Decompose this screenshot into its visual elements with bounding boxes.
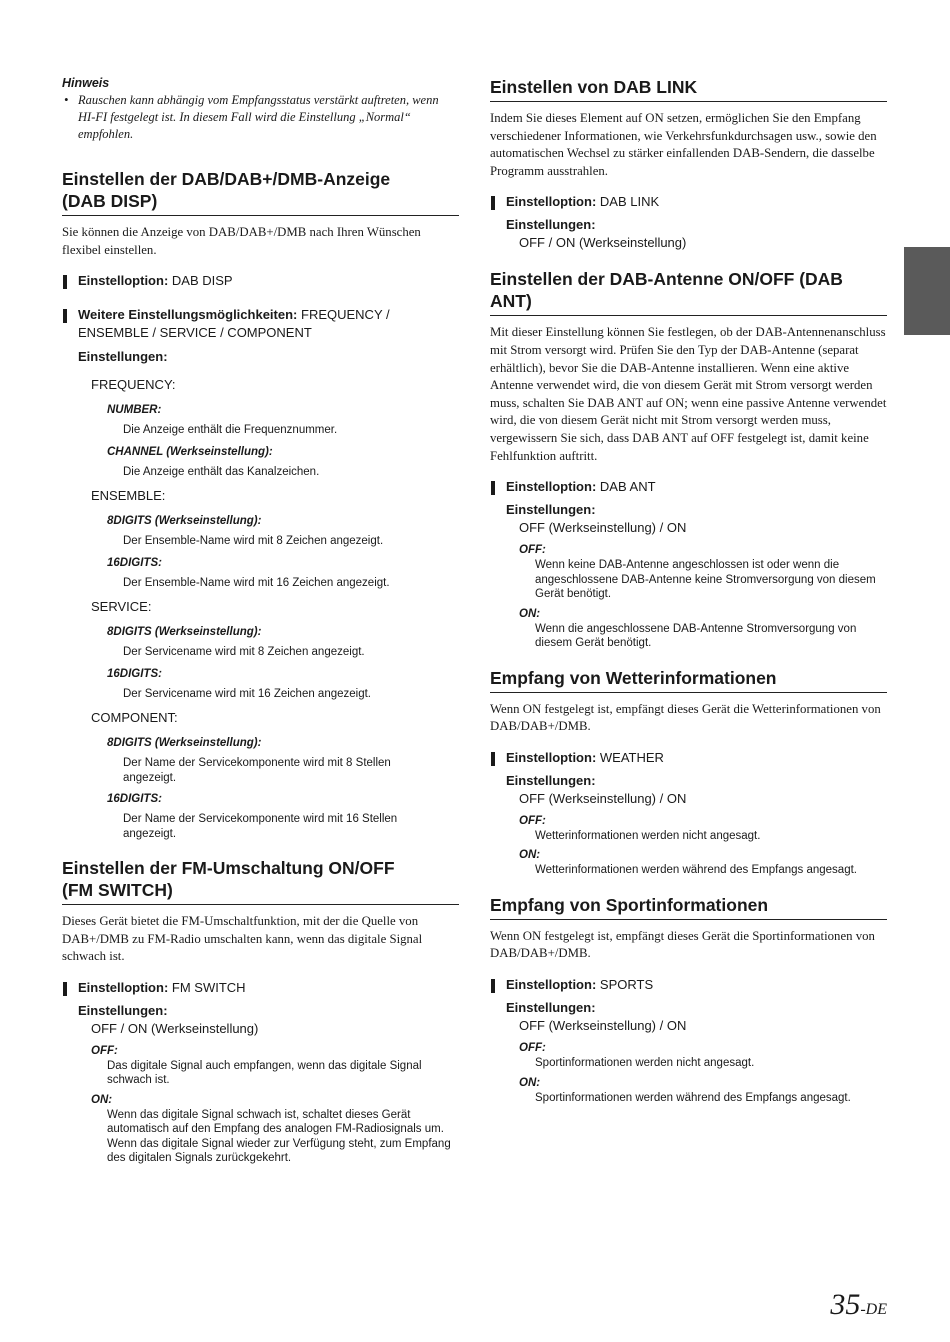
setting-desc: Die Anzeige enthält die Frequenznummer. [123, 424, 338, 437]
setting-name: 16DIGITS: [107, 667, 162, 680]
setting-name: NUMBER: [107, 404, 162, 417]
setting-desc: Das digitale Signal auch empfangen, wenn das digitale Signal schwach ist. [107, 1059, 422, 1087]
section-title-dab-ant: Einstellen der DAB-Antenne ON/OFF (DAB ANT) [490, 268, 887, 316]
setting-desc: Der Name der Servicekomponente wird mit 16 Stellen angezeigt. [123, 813, 398, 840]
setting-name: 16DIGITS: [107, 793, 162, 806]
setting-name: 16DIGITS: [107, 556, 162, 569]
bullet-icon: • [64, 93, 69, 107]
option-line [62, 272, 459, 290]
settings-label: Einstellungen: [506, 217, 596, 233]
setting-name: 8DIGITS (Werkseinstellung): [107, 626, 262, 639]
group-ensemble: ENSEMBLE: [91, 488, 166, 504]
setting-name: ON: [519, 607, 541, 620]
section-title-weather: Empfang von Wetterinformationen [490, 667, 887, 693]
option-value: DAB LINK [599, 194, 660, 210]
section-title-dab-link: Einstellen von DAB LINK [490, 76, 887, 102]
note-title: Hinweis [62, 76, 110, 90]
setting-desc: Wetterinformationen werden während des Empfangs angesagt. [535, 864, 857, 877]
option-bar-icon [63, 309, 67, 323]
option-label: Einstelloption: [506, 977, 597, 992]
settings-label: Einstellungen: [78, 349, 168, 365]
section-intro: Mit dieser Einstellung können Sie festlegen, ob der DAB-Antennenanschluss mit Strom versorgt wird. Prüfen Sie den Typ der DAB-Antenne (separat erhältlich), bevor Sie die DAB-Antenne installieren. Wenn eine aktive Antenne verwendet wird, die von diesem Gerät mit Strom versorgt werden muss, schalten Sie DAB ANT auf ON; wenn eine passive Antenne verwendet wird, die von diesem Gerät nicht mit Strom versorgt werden muss, vergewissern Sie sich, dass DAB ANT auf OFF festgelegt ist, damit keine Fehlfunktion auftritt. [490, 325, 887, 463]
settings-label: Einstellungen: [506, 502, 596, 518]
setting-name: OFF: [519, 544, 546, 557]
section-intro: Dieses Gerät bietet die FM-Umschaltfunktion, mit der die Quelle von DAB+/DMB zu FM-Radio umschalten kann, wenn das digitale Signal schwach ist. [62, 914, 423, 964]
setting-desc: Wetterinformationen werden nicht angesagt. [535, 829, 761, 842]
setting-name: CHANNEL (Werkseinstellung): [107, 445, 273, 458]
settings-values: OFF (Werkseinstellung) / ON [519, 520, 687, 536]
setting-desc: Der Ensemble-Name wird mit 8 Zeichen angezeigt. [123, 535, 384, 548]
option-label: Einstelloption: [506, 749, 597, 765]
option-bar-icon [491, 196, 495, 210]
left-column [62, 76, 459, 1166]
option-value: SPORTS [599, 977, 654, 992]
setting-desc: Der Servicename wird mit 16 Zeichen angezeigt. [123, 687, 372, 700]
note-text: Rauschen kann abhängig vom Empfangsstatus verstärkt auftreten, wenn HI-FI festgelegt ist. In diesem Fall wird die Einstellung „Normal“ empfohlen. [78, 93, 439, 141]
settings-label: Einstellungen: [506, 772, 596, 788]
option-line [490, 749, 887, 767]
option-line [490, 976, 887, 994]
section-intro: Wenn ON festgelegt ist, empfängt dieses Gerät die Wetterinformationen von DAB/DAB+/DMB. [490, 701, 881, 734]
setting-name: OFF: [519, 1042, 546, 1054]
settings-label: Einstellungen: [78, 1002, 168, 1018]
section-title-line: Einstellen der FM-Umschaltung ON/OFF [62, 858, 395, 879]
language-side-tab [904, 247, 950, 335]
setting-desc: Wenn das digitale Signal schwach ist, schaltet dieses Gerät automatisch auf den Empfang des analogen FM-Radiosignals um. Wenn das digitale Signal wieder zur Verfügung steht, zum Empfang des digitalen Signals zurückgekehrt. [107, 1108, 451, 1165]
setting-name: 8DIGITS (Werkseinstellung): [107, 515, 262, 528]
option-bar-icon [491, 752, 495, 766]
section-intro: Sie können die Anzeige von DAB/DAB+/DMB nach Ihren Wünschen flexibel einstellen. [62, 225, 421, 257]
section-title-line: (FM SWITCH) [62, 880, 173, 901]
more-options-label: Weitere Einstellungsmöglichkeiten: [78, 307, 298, 323]
setting-name: 8DIGITS (Werkseinstellung): [107, 737, 262, 750]
option-line [490, 193, 887, 211]
option-bar-icon [491, 481, 495, 495]
option-value: DAB DISP [171, 273, 233, 289]
settings-label: Einstellungen: [506, 1000, 596, 1015]
section-title-line: Einstellen der DAB/DAB+/DMB-Anzeige [62, 169, 391, 189]
settings-values: OFF (Werkseinstellung) / ON [519, 790, 687, 806]
option-bar-icon [63, 275, 67, 289]
setting-name: OFF: [519, 814, 546, 827]
section-title-dab-disp [62, 168, 459, 216]
group-frequency: FREQUENCY: [91, 377, 176, 393]
option-label: Einstelloption: [506, 479, 597, 495]
setting-desc: Die Anzeige enthält das Kanalzeichen. [123, 465, 320, 478]
section-title-sports: Empfang von Sportinformationen [490, 894, 887, 920]
more-options-line [62, 306, 459, 342]
section-title-line: (DAB DISP) [62, 191, 158, 211]
page-number-suffix: -DE [860, 1301, 887, 1318]
settings-values: OFF / ON (Werkseinstellung) [519, 235, 687, 251]
setting-desc: Sportinformationen werden während des Empfangs angesagt. [535, 1091, 851, 1104]
section-intro: Indem Sie dieses Element auf ON setzen, ermöglichen Sie den Empfang verschiedener Informationen, wie Verkehrsfunkdurchsagen usw., sowie den automatischen Wechsel zu stärker einfallenden DAB-Sendern, die dasselbe Programm ausstrahlen. [490, 111, 877, 178]
note-item [62, 92, 459, 143]
settings-values: OFF / ON (Werkseinstellung) [91, 1020, 259, 1036]
section-intro: Wenn ON festgelegt ist, empfängt dieses Gerät die Sportinformationen von DAB/DAB+/DMB. [490, 928, 875, 961]
group-service: SERVICE: [91, 599, 152, 615]
setting-name: OFF: [91, 1044, 118, 1057]
option-value: FM SWITCH [171, 979, 246, 995]
option-value: DAB ANT [599, 479, 656, 495]
option-bar-icon [491, 979, 495, 993]
option-label: Einstelloption: [78, 979, 169, 995]
option-label: Einstelloption: [506, 194, 597, 210]
page-number [830, 1288, 887, 1322]
page-number-value: 35 [830, 1288, 861, 1321]
setting-name: ON: [519, 1076, 541, 1089]
option-value: WEATHER [599, 749, 664, 765]
setting-name: ON: [519, 849, 541, 862]
setting-desc: Der Servicename wird mit 8 Zeichen angezeigt. [123, 646, 365, 659]
settings-values: OFF (Werkseinstellung) / ON [519, 1018, 687, 1033]
more-options-value: FREQUENCY / ENSEMBLE / SERVICE / COMPONENT [78, 307, 390, 341]
option-label: Einstelloption: [78, 273, 169, 289]
option-line [62, 979, 459, 997]
setting-desc: Wenn keine DAB-Antenne angeschlossen ist oder wenn die angeschlossene DAB-Antenne keine Stromversorgung von diesem Gerät benötigt. [535, 559, 876, 601]
setting-desc: Wenn die angeschlossene DAB-Antenne Stromversorgung von diesem Gerät benötigt. [535, 622, 857, 650]
setting-desc: Sportinformationen werden nicht angesagt. [535, 1057, 755, 1069]
section-title-fm-switch [62, 857, 459, 905]
option-bar-icon [63, 982, 67, 996]
option-line [490, 478, 887, 496]
group-component: COMPONENT: [91, 710, 178, 726]
right-column [490, 76, 887, 1105]
setting-name: ON: [91, 1093, 113, 1106]
setting-desc: Der Ensemble-Name wird mit 16 Zeichen angezeigt. [123, 576, 390, 589]
setting-desc: Der Name der Servicekomponente wird mit 8 Stellen angezeigt. [123, 757, 391, 784]
